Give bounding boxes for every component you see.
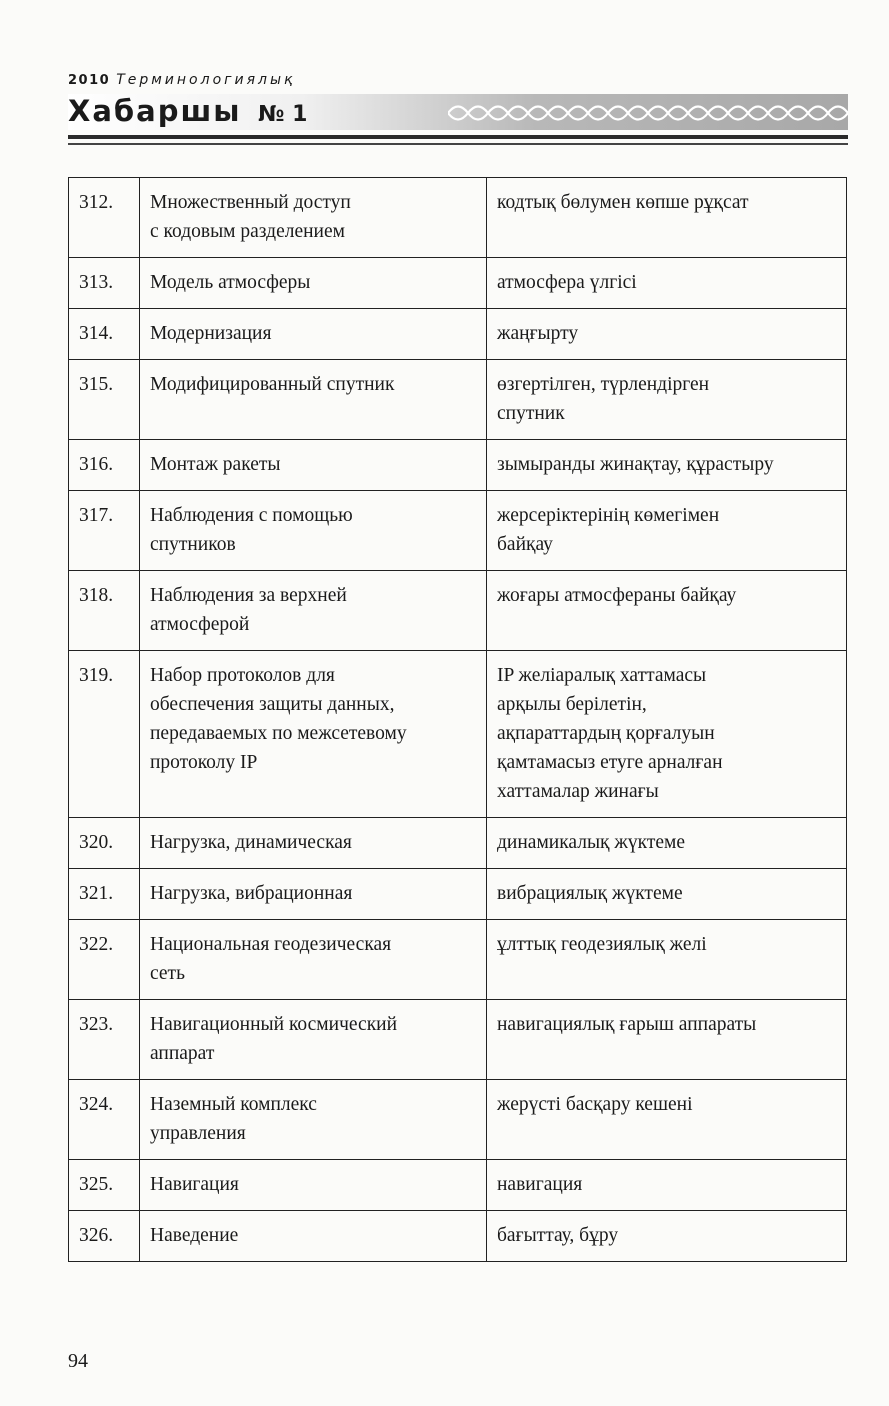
table-row — [69, 258, 847, 309]
term-kazakh: навигация — [487, 1160, 847, 1211]
term-number: 323. — [69, 1000, 140, 1080]
table-row — [69, 1160, 847, 1211]
term-kazakh: зымыранды жинақтау, құрастыру — [487, 440, 847, 491]
term-kazakh: атмосфера үлгісі — [487, 258, 847, 309]
term-russian: Модель атмосферы — [140, 258, 487, 309]
header-title: Хабаршы — [68, 94, 242, 128]
term-kazakh: жерүсті басқару кешені — [487, 1080, 847, 1160]
table-row — [69, 1080, 847, 1160]
table-row — [69, 869, 847, 920]
term-russian: Наблюдения с помощью спутников — [140, 491, 487, 571]
term-number: 325. — [69, 1160, 140, 1211]
term-russian: Модифицированный спутник — [140, 360, 487, 440]
term-kazakh: бағыттау, бұру — [487, 1211, 847, 1262]
header-issue: № 1 — [258, 102, 308, 127]
header-rule-thick — [68, 135, 848, 139]
term-kazakh: жоғары атмосфераны байқау — [487, 571, 847, 651]
table-row — [69, 491, 847, 571]
table-row — [69, 1211, 847, 1262]
ornament-icon — [448, 98, 848, 128]
term-russian: Навигационный космический аппарат — [140, 1000, 487, 1080]
table-row — [69, 1000, 847, 1080]
term-kazakh: өзгертілген, түрлендірген спутник — [487, 360, 847, 440]
header-year: 2010 — [68, 73, 111, 88]
term-number: 326. — [69, 1211, 140, 1262]
term-kazakh: вибрациялық жүктеме — [487, 869, 847, 920]
table-row — [69, 309, 847, 360]
table-row — [69, 651, 847, 818]
term-russian: Нагрузка, вибрационная — [140, 869, 487, 920]
terms-table — [68, 177, 847, 1262]
term-kazakh: IP желіаралық хаттамасы арқылы берілетін, ақпараттардың қорғалуын қамтамасыз етуге арналған хаттамалар жинағы — [487, 651, 847, 818]
term-number: 313. — [69, 258, 140, 309]
table-row — [69, 440, 847, 491]
term-kazakh: кодтық бөлумен көпше рұқсат — [487, 178, 847, 258]
term-number: 314. — [69, 309, 140, 360]
terms-table-body — [69, 178, 847, 1262]
term-number: 318. — [69, 571, 140, 651]
term-kazakh: жаңғырту — [487, 309, 847, 360]
term-number: 322. — [69, 920, 140, 1000]
term-russian: Национальная геодезическая сеть — [140, 920, 487, 1000]
term-russian: Набор протоколов для обеспечения защиты данных, передаваемых по межсетевому протоколу IP — [140, 651, 487, 818]
term-number: 312. — [69, 178, 140, 258]
term-number: 320. — [69, 818, 140, 869]
term-russian: Множественный доступ с кодовым разделением — [140, 178, 487, 258]
header-rule-thin — [68, 143, 848, 145]
term-number: 315. — [69, 360, 140, 440]
term-russian: Наземный комплекс управления — [140, 1080, 487, 1160]
header-subtitle: Терминологиялық — [116, 72, 296, 88]
table-row — [69, 360, 847, 440]
header-year-line — [68, 72, 295, 88]
page-number: 94 — [68, 1350, 88, 1372]
term-russian: Модернизация — [140, 309, 487, 360]
term-russian: Монтаж ракеты — [140, 440, 487, 491]
term-kazakh: ұлттық геодезиялық желі — [487, 920, 847, 1000]
term-kazakh: навигациялық ғарыш аппараты — [487, 1000, 847, 1080]
term-number: 324. — [69, 1080, 140, 1160]
term-number: 317. — [69, 491, 140, 571]
term-russian: Навигация — [140, 1160, 487, 1211]
table-row — [69, 178, 847, 258]
term-russian: Наведение — [140, 1211, 487, 1262]
table-row — [69, 571, 847, 651]
term-number: 316. — [69, 440, 140, 491]
term-russian: Нагрузка, динамическая — [140, 818, 487, 869]
term-kazakh: динамикалық жүктеме — [487, 818, 847, 869]
term-number: 321. — [69, 869, 140, 920]
term-kazakh: жерсеріктерінің көмегімен байқау — [487, 491, 847, 571]
page-header — [68, 72, 848, 162]
table-row — [69, 818, 847, 869]
term-russian: Наблюдения за верхней атмосферой — [140, 571, 487, 651]
term-number: 319. — [69, 651, 140, 818]
table-row — [69, 920, 847, 1000]
